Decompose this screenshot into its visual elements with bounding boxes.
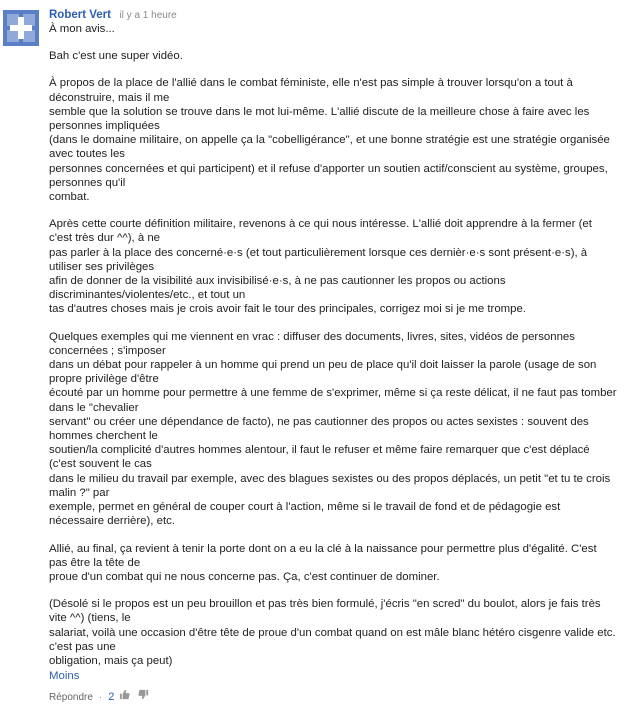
separator-dot: · bbox=[98, 692, 103, 704]
comment-paragraph: Quelques exemples qui me viennent en vrac : diffuser des documents, livres, sites, vidéos de personnes concernées ; s'imposer dans un débat pour rappeler à un homme qui prend un peu de place qu'il doit laisser la parole (usage de son propre privilège d'être écouté par un homme pour permettre à une femme de s'exprimer, même si ça reste délicat, il ne faut pas tomber dans le "chevalier servant" ou créer une dépendance de facto), ne pas cautionner des propos ou actes sexistes : souvent des hommes cherchent le soutien/la complicité d'autres hommes alentour, il faut le refuser et même faire remarquer que c'est déplacé (c'est souvent le cas dans le milieu du travail par exemple, avec des blagues sexistes ou des propos déplacés, un petit "et tu te crois malin ?" par exemple, permet en général de couper court à l'action, même si le travail de fond et de pédagogie est nécessaire derrière), etc. bbox=[49, 330, 617, 528]
thumb-up-icon[interactable] bbox=[119, 689, 130, 706]
comment-paragraph: Après cette courte définition militaire, revenons à ce qui nous intéresse. L'allié doit apprendre à la fermer (et c'est très dur ^^), à ne pas parler à la place des concerné·e·s (et tout particulièrement lorsque ces dernièr·e·s sont présent·e·s), à utiliser ses privilèges afin de donner de la visibilité aux invisibilisé·e·s, à ne pas cautionner les propos ou actions discriminantes/violentes/etc., et tout un tas d'autres choses mais je crois avoir fait le tour des principales, corrigez moi si je me trompe. bbox=[49, 218, 592, 316]
reply-button[interactable]: Répondre bbox=[49, 692, 93, 704]
comment-paragraph: Bah c'est une super vidéo. bbox=[49, 50, 183, 63]
comment-time[interactable]: il y a 1 heure bbox=[119, 10, 177, 21]
comment-header bbox=[49, 7, 617, 21]
comment-paragraph: (Désolé si le propos est un peu brouillon et pas très bien formulé, j'écris "en scred" du boulot, alors je fais très vite ^^) (tiens, le salariat, voilà une occasion d'être tête de proue d'un combat quand on est mâle blanc hétéro cisgenre valide etc. c'est pas une obligation, mais ça peut) bbox=[49, 598, 616, 667]
comment-body bbox=[49, 22, 617, 668]
comment-paragraph: À mon avis... bbox=[49, 23, 115, 35]
avatar[interactable] bbox=[3, 10, 39, 46]
comment-paragraph: Allié, au final, ça revient à tenir la porte dont on a eu la clé à la naissance pour permettre plus d'égalité. C'est pas être la tête de proue d'un combat qui ne nous concerne pas. Ça, c'est continuer de dominer. bbox=[49, 542, 597, 583]
comment-content bbox=[49, 7, 617, 705]
comment-paragraph: À propos de la place de l'allié dans le combat féministe, elle n'est pas simple à trouver lorsqu'on a tout à déconstruire, mais il me semble que la solution se trouve dans le mot lui-même. L'allié discute de la meilleure chose à faire avec les personnes impliquées (dans le domaine militaire, on appelle ça la "cobelligérance", et une bonne stratégie est une stratégie organisée avec toutes les personnes concernées et qui participent) et il refuse d'apporter un soutien actif/conscient au système, groupes, personnes qu'il combat. bbox=[49, 77, 610, 204]
like-count: 2 bbox=[108, 691, 115, 704]
avatar-cross-icon bbox=[3, 10, 39, 46]
author-name[interactable]: Robert Vert bbox=[49, 9, 111, 21]
thumb-down-icon[interactable] bbox=[138, 689, 149, 706]
show-less-link[interactable]: Moins bbox=[49, 670, 80, 683]
comment-actions bbox=[49, 689, 617, 705]
